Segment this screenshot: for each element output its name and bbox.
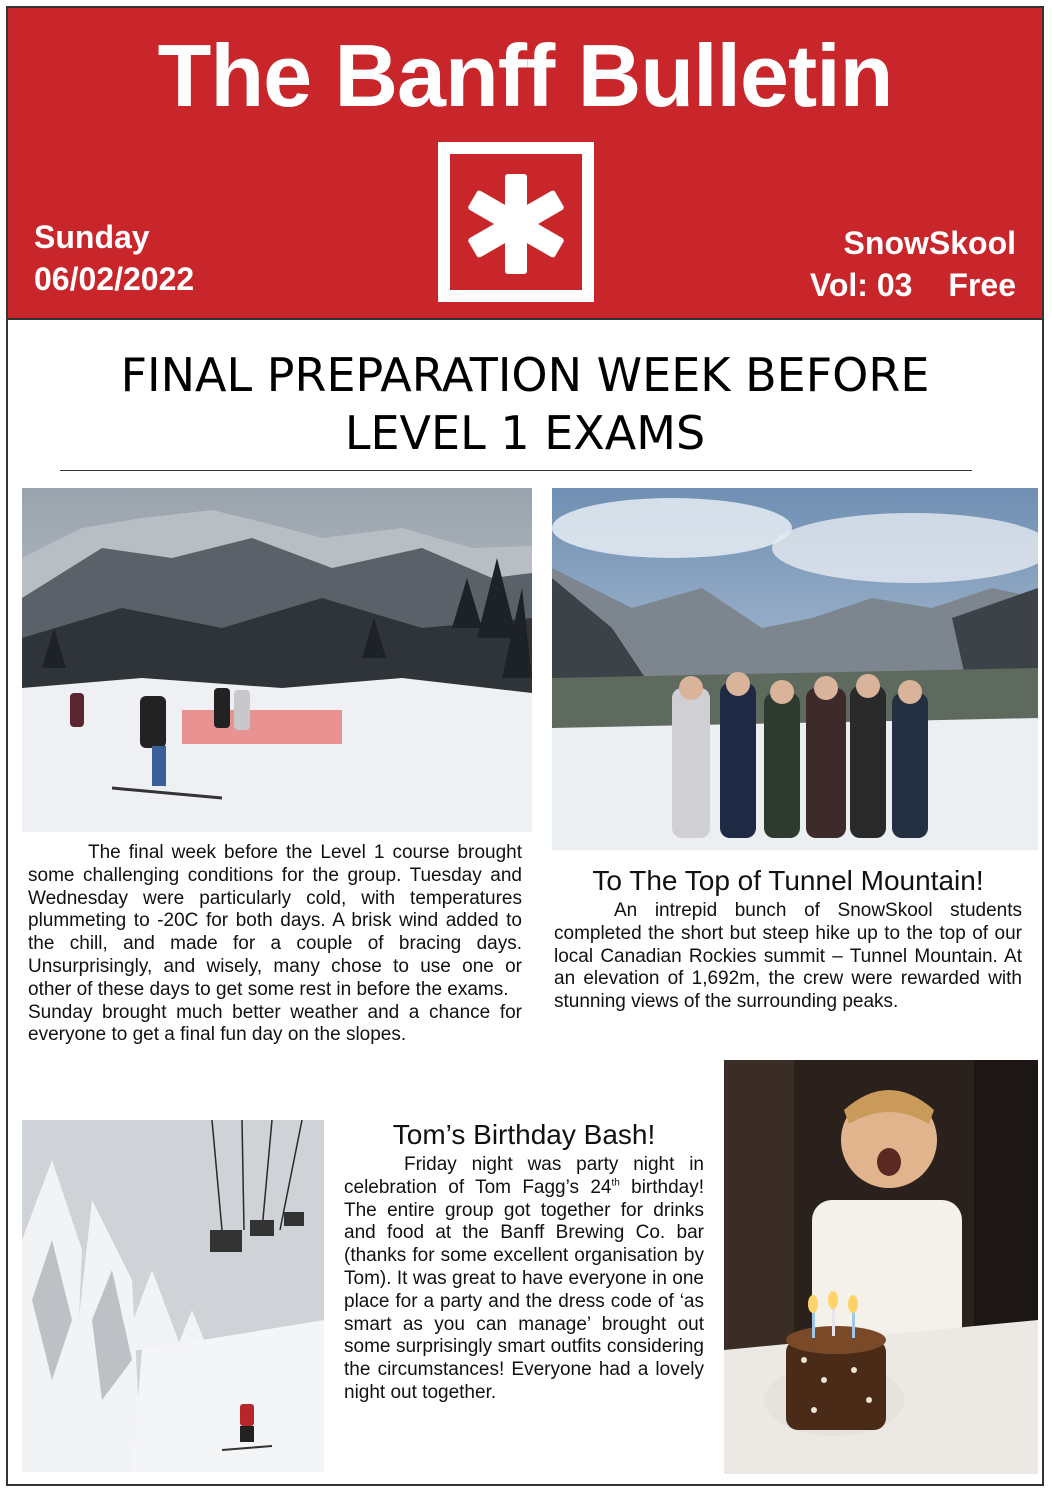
newsletter-title: The Banff Bulletin (157, 26, 893, 125)
masthead (8, 8, 1042, 320)
article-final-week (28, 842, 522, 1047)
price-label: Free (948, 267, 1016, 303)
article-birthday-body: Friday night was party night in celebration of Tom Fagg’s 24th birthday! The entire group got together for drinks and food at the Banff Brewing Co. bar (thanks for some excellent organisation by Tom). It was great to have everyone in one place for a party and the dress code of ‘as smart as you can manage’ brought out some surprisingly smart outfits considering the circumstances! Everyone had a lovely night out together. (344, 1154, 705, 1403)
article-tunnel-heading: To The Top of Tunnel Mountain! (592, 865, 984, 896)
article-birthday (344, 1118, 704, 1405)
article-tunnel-body: An intrepid bunch of SnowSkool students completed the short but steep hike up to the top of our local Canadian Rockies summit – Tunnel Mountain. At an elevation of 1,692m, the crew were rewarded with stunning views of the surrounding peaks. (554, 900, 1022, 1013)
asterisk-icon (450, 154, 582, 290)
photo-birthday-cake (724, 1060, 1038, 1474)
headline-line-1: FINAL PREPARATION WEEK BEFORE (120, 348, 930, 402)
article-birthday-heading: Tom’s Birthday Bash! (392, 1119, 656, 1150)
headline-divider (60, 470, 972, 471)
publisher-name: SnowSkool (843, 225, 1016, 261)
issue-day: Sunday (34, 219, 150, 255)
article-final-week-para-1: The final week before the Level 1 course brought some challenging conditions for the group. Tuesday and Wednesday were particularly cold, with temperatures plummeting to -20C for both days. A brisk wind added to the chill, and made for a couple of bracing days. Unsurprisingly, and wisely, many chose to use one or other of these days to get some rest in before the exams. (28, 842, 522, 1000)
volume-number: Vol: 03 (809, 267, 913, 303)
photo-tunnel-mountain-group (552, 488, 1038, 850)
photo-skiers-slope (22, 488, 532, 832)
article-tunnel-mountain (554, 864, 1022, 1014)
snowskool-logo (438, 142, 594, 302)
newsletter-page (6, 6, 1044, 1486)
volume-price (810, 264, 1016, 306)
issue-info (810, 222, 1016, 306)
photo-chairlift (22, 1120, 324, 1472)
issue-date-value: 06/02/2022 (34, 261, 195, 297)
issue-date (34, 216, 194, 300)
headline-line-2: LEVEL 1 EXAMS (344, 406, 706, 460)
main-headline (8, 346, 1042, 462)
article-final-week-para-2: Sunday brought much better weather and a chance for everyone to get a final fun day on the slopes. (28, 1001, 522, 1046)
